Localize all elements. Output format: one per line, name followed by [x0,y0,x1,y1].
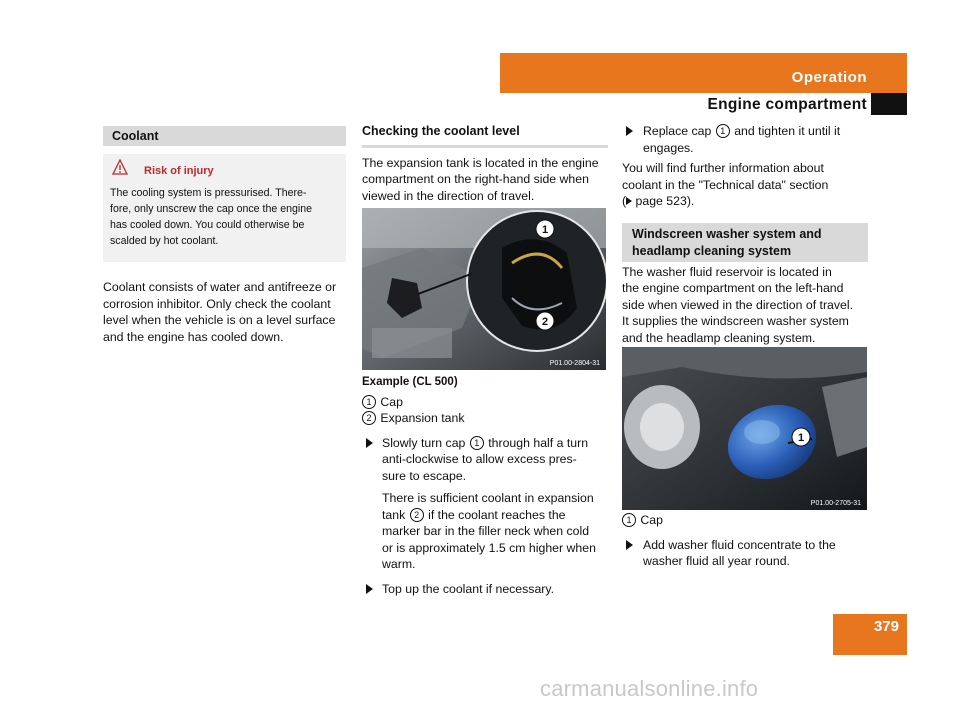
text-fragment: if the coolant reaches the [428,507,566,522]
photo-code: P01.00-2804-31 [549,360,600,367]
text-fragment: through half a turn [488,435,589,450]
text-line: You will find further information about [622,161,824,175]
legend-item [362,394,608,411]
number-1-icon: 1 [470,436,484,450]
text-line: compartment on the right-hand side when [362,172,589,186]
text-line: viewed in the direction of travel. [362,188,535,203]
number-1-icon: 1 [362,395,376,409]
text-line: level when the vehicle is on a level surface [103,313,336,327]
warning-line: has cooled down. You could otherwise be [110,219,305,231]
coolant-section-title: Coolant [112,129,159,143]
text-line: or is approximately 1.5 cm higher when [382,540,596,555]
coolant-section-bar [103,126,346,146]
middle-column [362,123,608,204]
text-line: Top up the coolant if necessary. [382,581,555,596]
header-marker [871,93,907,115]
number-1-icon: 1 [716,124,730,138]
legend-item [622,512,868,529]
warning-text [110,185,346,249]
step-add-washer-fluid [622,537,868,570]
step-note [362,490,608,573]
text-line: engages. [643,140,694,155]
expansion-tank-intro [362,155,608,205]
text-line: sure to escape. [382,468,467,483]
coolant-tank-photo [362,208,606,370]
number-2-icon: 2 [362,411,376,425]
washer-reservoir-photo [622,347,867,510]
text-line: side when viewed in the direction of travel. [622,297,854,312]
technical-data-info [622,160,868,210]
warning-line: fore, only unscrew the cap once the engine [110,203,313,215]
text-fragment: tank [382,507,406,522]
washer-section-title: Windscreen washer system and [632,226,822,241]
warning-box [103,154,346,262]
svg-text:2: 2 [541,316,549,328]
number-2-icon: 2 [410,508,424,522]
text-fragment: Replace cap [643,124,712,138]
photo-code: P01.00-2705-31 [810,500,861,507]
warning-line: The cooling system is pressurised. There- [110,187,307,199]
page-reference[interactable]: ( page 523). [622,194,695,208]
text-line: washer fluid all year round. [643,554,790,568]
photo-caption: Example (CL 500) [362,376,458,388]
step-arrow-icon [626,540,633,550]
warning-line: scalded by hot coolant. [110,235,219,247]
step-turn-cap [362,435,608,485]
svg-text:1: 1 [797,432,805,444]
page-ref-arrow-icon [626,197,632,205]
text-fragment: Slowly turn cap [382,435,466,450]
step-arrow-icon [366,438,373,448]
subsection-title: Engine compartment [707,96,867,113]
text-line [382,507,608,524]
step-arrow-icon [626,126,633,136]
legend-text: Expansion tank [380,411,465,425]
text-fragment: and tighten it until it [734,124,841,138]
left-column [103,126,346,345]
checking-coolant-heading: Checking the coolant level [362,124,520,138]
section-title: Operation [791,69,867,86]
right-column [622,123,868,346]
text-line: and the headlamp cleaning system. [622,330,816,345]
svg-text:1: 1 [541,224,549,236]
text-line [382,435,608,452]
right-column-lower [622,512,868,570]
text-line: It supplies the windscreen washer system [622,314,849,328]
legend-text: Cap [380,394,403,409]
text-line: The washer fluid reservoir is located in [622,264,832,279]
warning-title: Risk of injury [144,165,214,177]
text-line: and the engine has cooled down. [103,329,284,344]
text-line: There is sufficient coolant in expansion [382,491,594,505]
watermark: carmanualsonline.info [540,676,759,701]
text-line: corrosion inhibitor. Only check the coolant [103,296,331,311]
warning-icon [112,159,128,175]
step-replace-cap [622,123,868,156]
middle-column-lower [362,374,608,597]
coolant-description [103,279,346,345]
legend-item [362,410,608,427]
text-line: the engine compartment on the left-hand [622,281,844,295]
text-line: The expansion tank is located in the engine [362,155,599,170]
number-1-icon: 1 [622,513,636,527]
step-top-up [362,581,608,598]
page-number: 379 [873,618,899,635]
page-ref-text: page 523). [635,194,695,208]
washer-description [622,264,868,347]
text-line: anti-clockwise to allow excess pres- [382,452,577,466]
washer-section-title: headlamp cleaning system [632,243,792,258]
washer-section-bar [622,223,868,262]
text-line: coolant in the "Technical data" section [622,177,829,192]
text-line: warm. [382,557,416,571]
text-line [643,123,868,140]
legend-text: Cap [640,513,663,527]
heading-rule [362,145,608,148]
text-line: marker bar in the filler neck when cold [382,524,590,538]
text-line: Coolant consists of water and antifreeze or [103,280,337,294]
text-line: Add washer fluid concentrate to the [643,537,836,552]
step-arrow-icon [366,584,373,594]
